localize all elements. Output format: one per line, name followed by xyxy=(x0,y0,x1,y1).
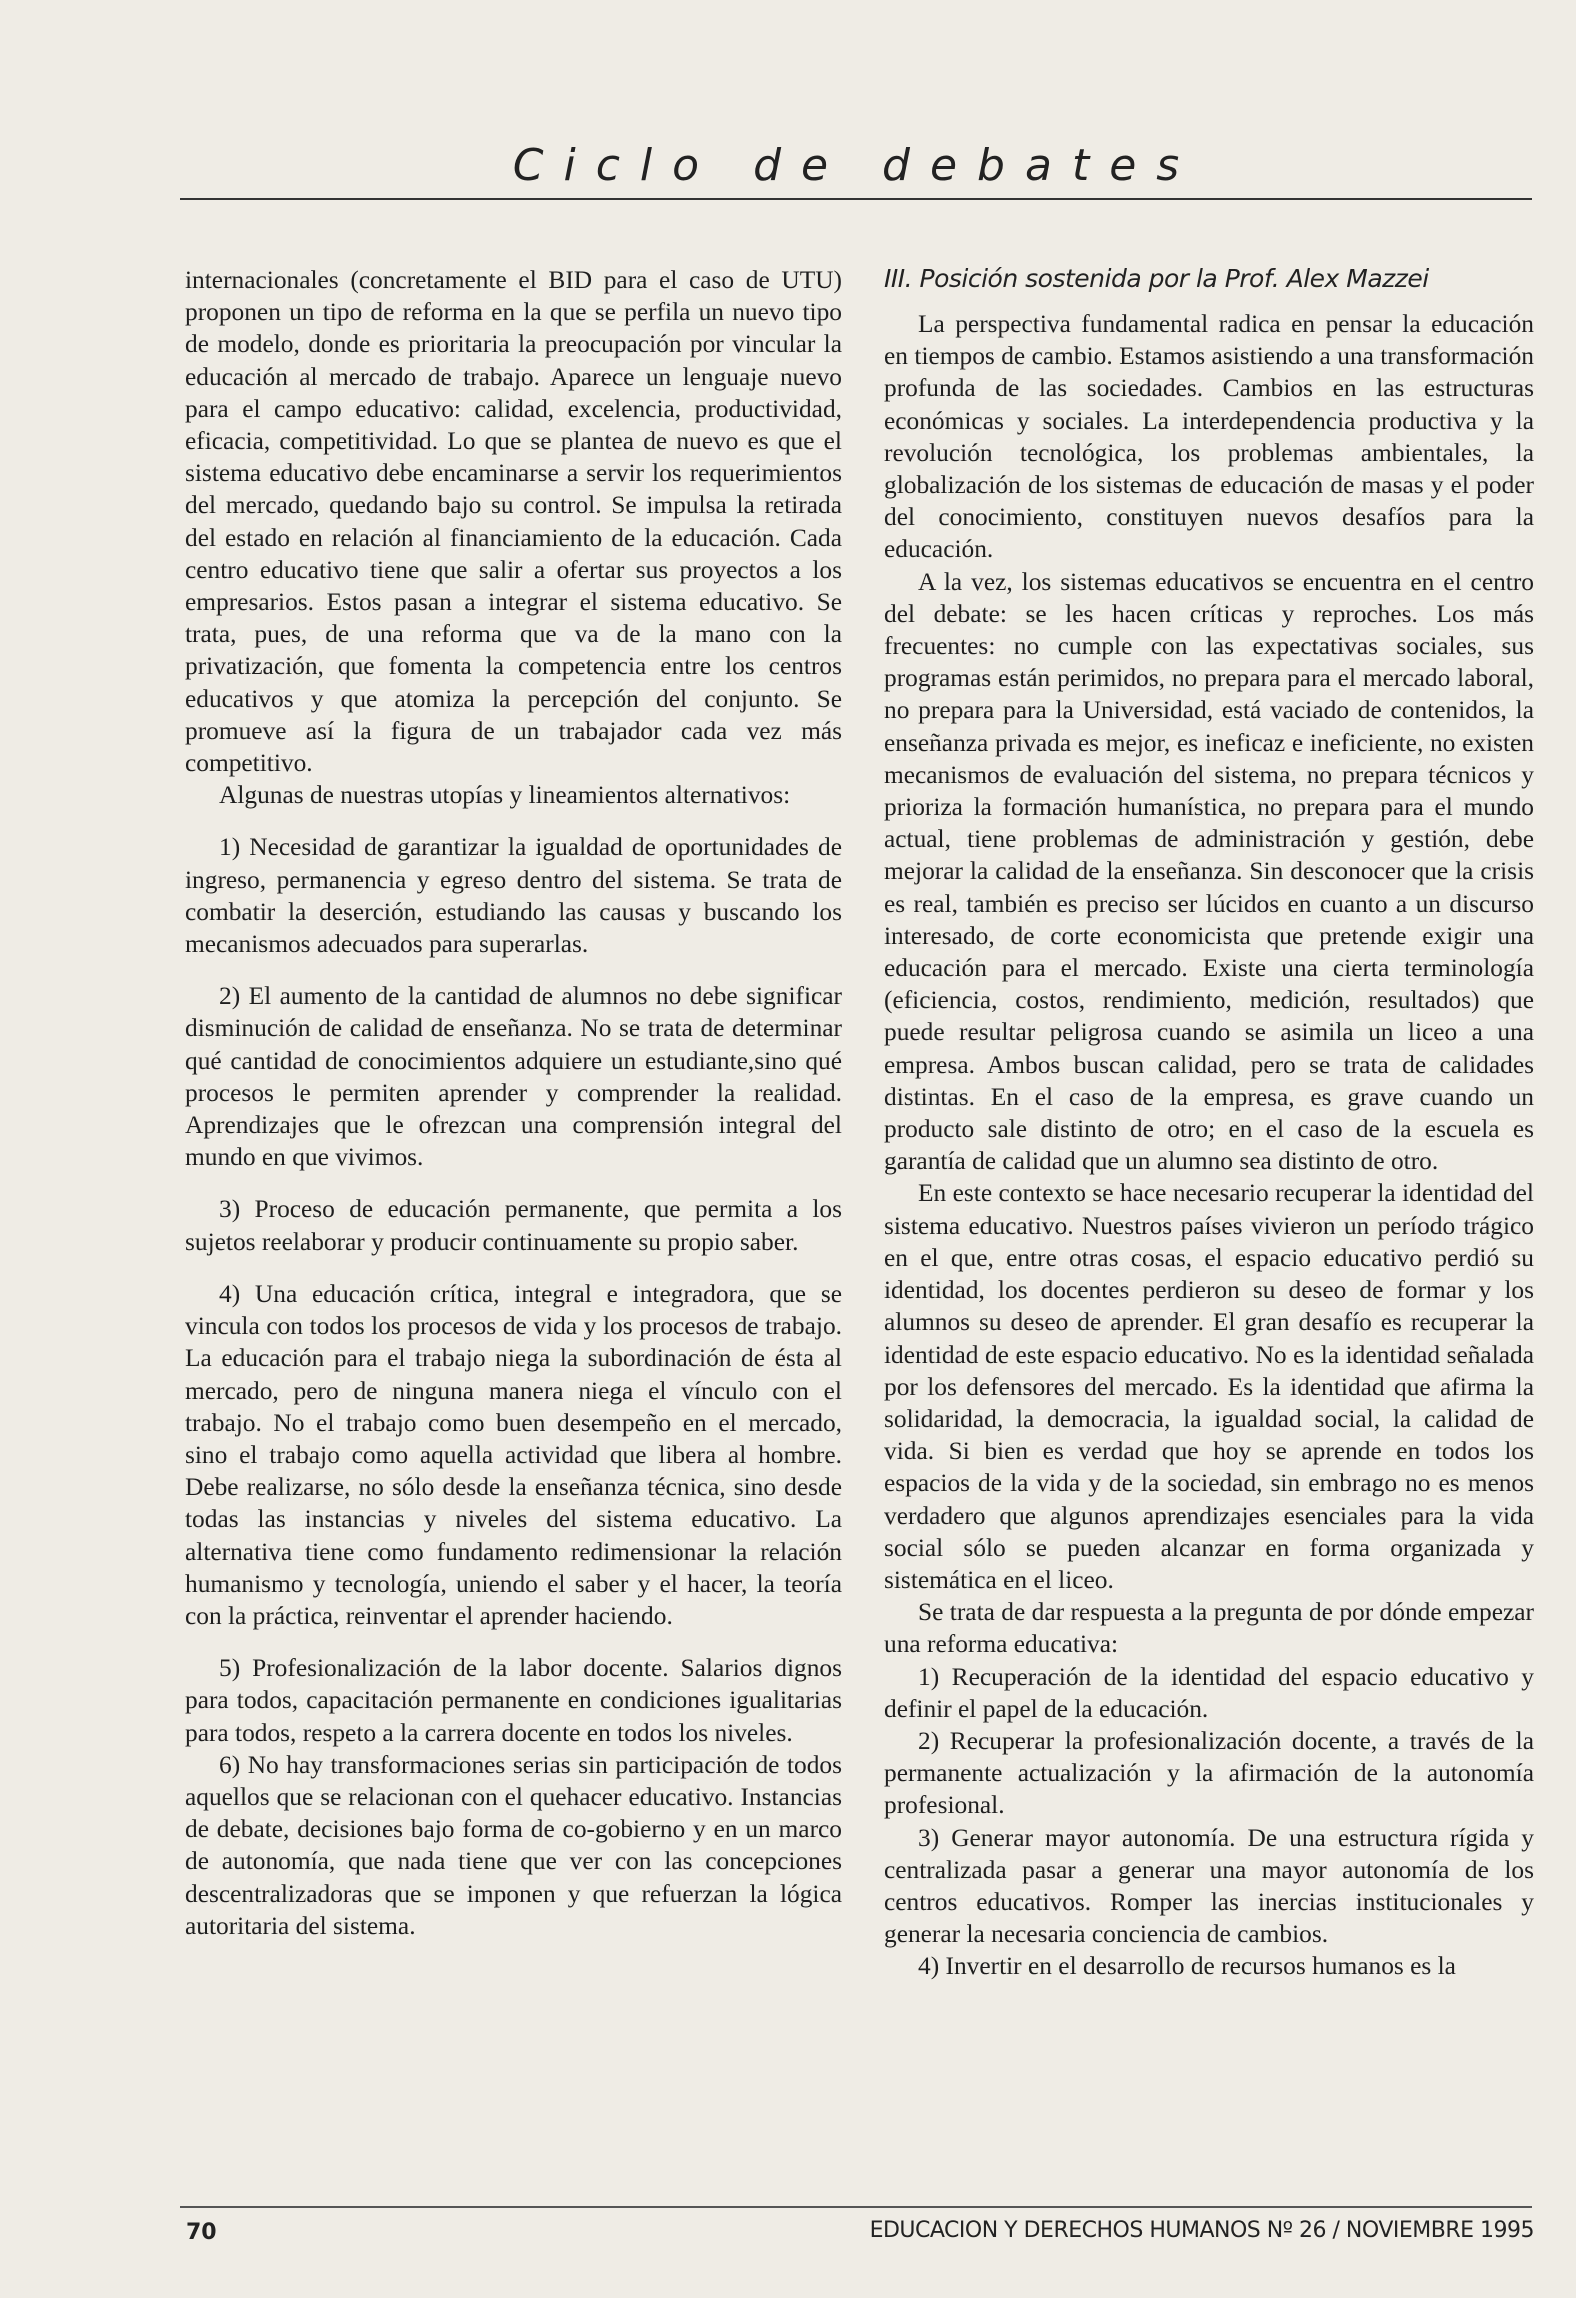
section-heading: III. Posición sostenida por la Prof. Alex Mazzei xyxy=(884,264,1429,293)
right-column xyxy=(884,262,1534,1983)
paragraph: A la vez, los sistemas educativos se encuentra en el centro del debate: se les hacen críticas y reproches. Los más frecuentes: no cumple con las expectativas sociales, sus programas están perimidos, no prepara para el mercado laboral, no prepara para la Universidad, está vaciado de contenidos, la enseñanza privada es mejor, es ineficaz e ineficiente, no existen mecanismos de evaluación del sistema, no prepara técnicos y prioriza la formación humanística, no prepara para el mundo actual, tiene problemas de administración y gestión, debe mejorar la calidad de la enseñanza. Sin desconocer que la crisis es real, también es preciso ser lúcidos en cuanto a un discurso interesado, de corte economicista que pretende exigir una educación para el mercado. Existe una cierta terminología (eficiencia, costos, rendimiento, medición, resultados) que puede resultar peligrosa cuando se asimila un liceo a una empresa. Ambos buscan calidad, pero se trata de calidades distintas. En el caso de la empresa, es grave cuando un producto sale distinto de otro; en el caso de la escuela es garantía de calidad que un alumno sea distinto de otro. xyxy=(884,567,1534,1176)
list-item: 3) Proceso de educación permanente, que permita a los sujetos reelaborar y producir continuamente su propio saber. xyxy=(185,1195,842,1256)
paragraph: Se trata de dar respuesta a la pregunta de por dónde empezar una reforma educativa: xyxy=(884,1598,1534,1659)
page-number: 70 xyxy=(186,2220,217,2245)
section-title: Ciclo de debates xyxy=(512,140,1200,191)
list-item: 1) Necesidad de garantizar la igualdad de oportunidades de ingreso, permanencia y egreso dentro del sistema. Se trata de combatir la deserción, estudiando las causas y buscando los mecanismos adecuados para superarlas. xyxy=(185,833,842,959)
list-item: 5) Profesionalización de la labor docente. Salarios dignos para todos, capacitación permanente en condiciones igualitarias para todos, respeto a la carrera docente en todos los niveles. xyxy=(185,1654,842,1747)
list-item: 2) El aumento de la cantidad de alumnos no debe significar disminución de calidad de enseñanza. No se trata de determinar qué cantidad de conocimientos adquiere un estudiante,sino qué procesos le permiten aprender y comprender la realidad. Aprendizajes que le ofrezcan una comprensión integral del mundo en que vivimos. xyxy=(185,982,842,1172)
list-item: 6) No hay transformaciones serias sin participación de todos aquellos que se relacionan con el quehacer educativo. Instancias de debate, decisiones bajo forma de co-gobierno y en un marco de autonomía, que nada tiene que ver con las concepciones descentralizadoras que se imponen y que refuerzan la lógica autoritaria del sistema. xyxy=(185,1750,842,1940)
list-item: 3) Generar mayor autonomía. De una estructura rígida y centralizada pasar a generar una mayor autonomía de los centros educativos. Romper las inercias institucionales y generar la necesaria conciencia de cambios. xyxy=(884,1823,1534,1949)
list-item: 4) Invertir en el desarrollo de recursos humanos es la xyxy=(918,1952,1456,1981)
paragraph: internacionales (concretamente el BID para el caso de UTU) proponen un tipo de reforma en la que se perfila un nuevo tipo de modelo, donde es prioritaria la preocupación por vincular la educación al mercado de trabajo. Aparece un lenguaje nuevo para el campo educativo: calidad, excelencia, productividad, eficacia, competitividad. Lo que se plantea de nuevo es que el sistema educativo debe encaminarse a servir los requerimientos del mercado, quedando bajo su control. Se impulsa la retirada del estado en relación al financiamiento de la educación. Cada centro educativo tiene que salir a ofertar sus proyectos a los empresarios. Estos pasan a integrar el sistema educativo. Se trata, pues, de una reforma que va de la mano con la privatización, que fomenta la competencia entre los centros educativos y que atomiza la percepción del conjunto. Se promueve así la figura de un trabajador cada vez más competitivo. xyxy=(185,266,842,778)
publication-info: EDUCACION Y DERECHOS HUMANOS Nº 26 / NOVIEMBRE 1995 xyxy=(869,2218,1534,2243)
footer-divider xyxy=(180,2206,1532,2208)
left-column xyxy=(185,264,842,1942)
paragraph: En este contexto se hace necesario recuperar la identidad del sistema educativo. Nuestros países vivieron un período trágico en el que, entre otras cosas, el espacio educativo perdió su identidad, los docentes perdieron su deseo de formar y los alumnos su deseo de aprender. El gran desafío es recuperar la identidad de este espacio educativo. No es la identidad señalada por los defensores del mercado. Es la identidad que afirma la solidaridad, la democracia, la igualdad social, la calidad de vida. Si bien es verdad que hoy se aprende en todos los espacios de la vida y de la sociedad, sin embrago no es menos verdadero que algunos aprendizajes esenciales para la vida social sólo se pueden alcanzar en forma organizada y sistemática en el liceo. xyxy=(884,1179,1534,1594)
paragraph: Algunas de nuestras utopías y lineamientos alternativos: xyxy=(219,781,791,810)
list-item: 4) Una educación crítica, integral e integradora, que se vincula con todos los procesos de vida y los procesos de trabajo. La educación para el trabajo niega la subordinación de ésta al mercado, pero de ninguna manera niega el vínculo con el trabajo. No el trabajo como buen desempeño en el mercado, sino el trabajo como aquella actividad que libera al hombre. Debe realizarse, no sólo desde la enseñanza técnica, sino desde todas las instancias y niveles del sistema educativo. La alternativa tiene como fundamento redimensionar la relación humanismo y tecnología, uniendo el saber y el hacer, la teoría con la práctica, reinventar el aprender haciendo. xyxy=(185,1279,842,1630)
list-item: 1) Recuperación de la identidad del espacio educativo y definir el papel de la educación. xyxy=(884,1662,1534,1723)
list-item: 2) Recuperar la profesionalización docente, a través de la permanente actualización y la afirmación de la autonomía profesional. xyxy=(884,1726,1534,1820)
header-divider xyxy=(180,198,1532,200)
paragraph: La perspectiva fundamental radica en pensar la educación en tiempos de cambio. Estamos asistiendo a una transformación profunda de las sociedades. Cambios en las estructuras económicas y sociales. La interdependencia productiva y la revolución tecnológica, los problemas ambientales, la globalización de los sistemas de educación de masas y el poder del conocimiento, constituyen nuevos desafíos para la educación. xyxy=(884,310,1534,564)
